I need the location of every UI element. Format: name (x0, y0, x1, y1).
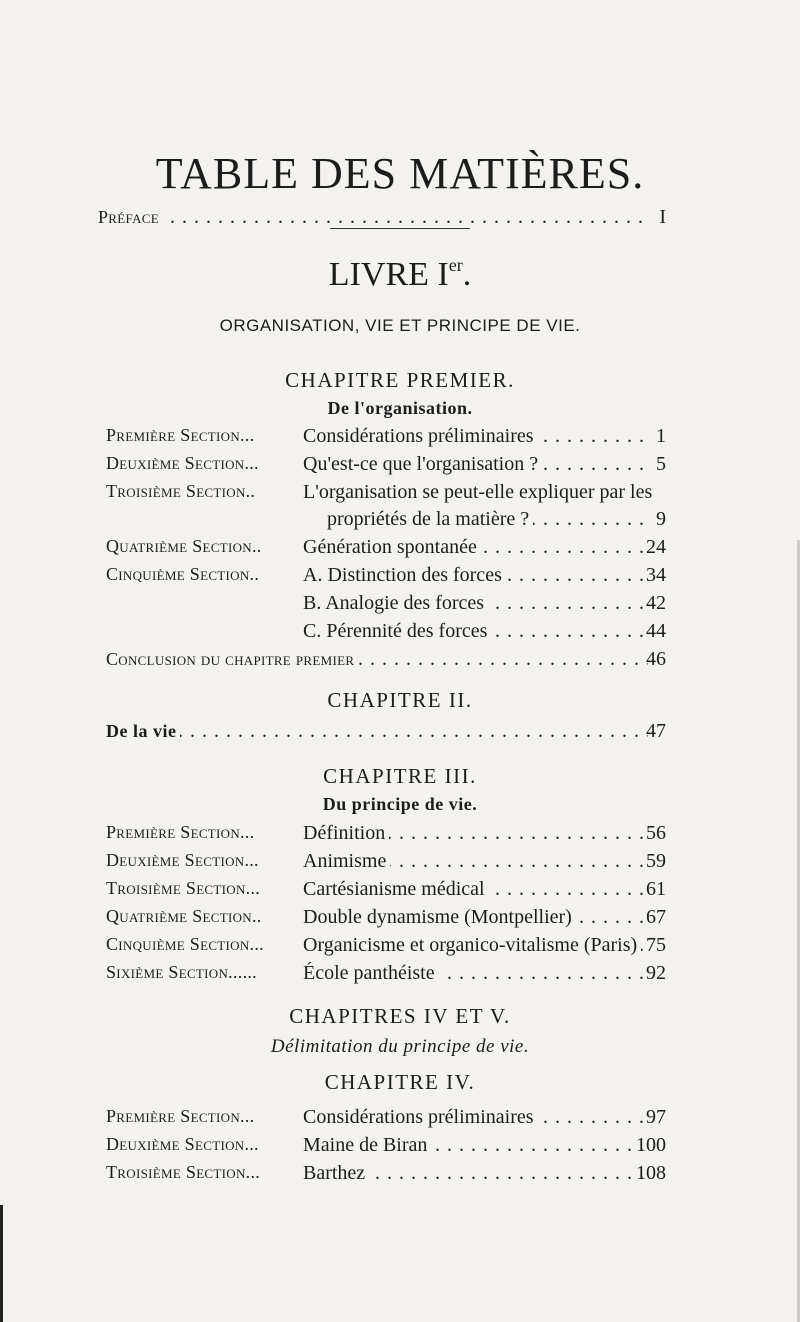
chapter3-subtitle: Du principe de vie. (322, 794, 478, 814)
toc-row (0, 564, 800, 590)
toc-row (0, 878, 800, 904)
livre-heading (0, 255, 800, 294)
section-title: L'organisation se peut-elle expliquer par les (303, 481, 653, 503)
section-page: 1 (656, 425, 666, 447)
chapter4-heading: CHAPITRE IV. (324, 1070, 476, 1094)
chapter2-heading: CHAPITRE II. (327, 688, 473, 712)
section-page: 24 (646, 536, 666, 558)
section-page: 42 (646, 592, 666, 614)
binding-edge (0, 1205, 3, 1322)
chapters45-heading: CHAPITRES IV ET V. (289, 1004, 511, 1028)
section-label: Sixième Section...... (106, 962, 257, 982)
section-page: 92 (646, 962, 666, 984)
chapter1-heading: CHAPITRE PREMIER. (285, 368, 515, 392)
section-label: Troisième Section.. (106, 481, 256, 501)
toc-row (0, 453, 800, 479)
section-label: Quatrième Section.. (106, 536, 262, 556)
section-page: 67 (646, 906, 666, 928)
section-title: Maine de Biran (303, 1134, 431, 1156)
section-page: 75 (646, 934, 666, 956)
toc-row (0, 536, 800, 562)
toc-row (0, 508, 800, 534)
conclusion-page: 46 (646, 648, 666, 670)
section-page: 61 (646, 878, 666, 900)
toc-row (0, 822, 800, 848)
section-label: Quatrième Section.. (106, 906, 262, 926)
section-title: B. Analogie des forces (303, 592, 488, 614)
section-page: 44 (646, 620, 666, 642)
section-page: 108 (636, 1162, 666, 1184)
section-label: Première Section... (106, 1106, 255, 1126)
section-page: 100 (636, 1134, 666, 1156)
chapter2-title: De la vie (106, 721, 180, 741)
toc-row (0, 906, 800, 932)
page-title: TABLE DES MATIÈRES. (155, 149, 645, 198)
section-title: Génération spontanée (303, 536, 481, 558)
section-label: Deuxième Section... (106, 850, 259, 870)
toc-row (0, 934, 800, 960)
section-title: Barthez (303, 1162, 369, 1184)
section-label: Deuxième Section... (106, 453, 259, 473)
section-page: 5 (656, 453, 666, 475)
toc-row (0, 1134, 800, 1160)
section-title: Cartésianisme médical (303, 878, 489, 900)
toc-row (0, 1162, 800, 1188)
section-title: C. Pérennité des forces (303, 620, 491, 642)
toc-row (0, 1106, 800, 1132)
section-page: 56 (646, 822, 666, 844)
section-title: Animisme (303, 850, 390, 872)
section-label: Cinquième Section... (106, 934, 264, 954)
section-label: Première Section... (106, 822, 255, 842)
toc-row (0, 425, 800, 451)
section-label: Deuxième Section... (106, 1134, 259, 1154)
section-title: Considérations préliminaires (303, 425, 538, 447)
chapters45-subtitle: Délimitation du principe de vie. (270, 1036, 530, 1057)
section-label: Première Section... (106, 425, 255, 445)
chapter2-page: 47 (646, 720, 666, 742)
section-page: 34 (646, 564, 666, 586)
livre-title: LIVRE I (328, 256, 449, 293)
section-title: Organicisme et organico-vitalisme (Paris) (303, 934, 641, 956)
section-title: A. Distinction des forces (303, 564, 506, 586)
toc-row (0, 850, 800, 876)
toc-row-preface (0, 206, 800, 232)
toc-row-conclusion (0, 648, 800, 674)
toc-row (0, 592, 800, 618)
section-title: propriétés de la matière ? (327, 508, 533, 530)
toc-row-chapter2 (0, 720, 800, 746)
chapter3-heading: CHAPITRE III. (323, 764, 477, 788)
section-label: Cinquième Section.. (106, 564, 260, 584)
preface-label: Préface (98, 207, 163, 227)
toc-row (0, 481, 800, 507)
toc-row (0, 962, 800, 988)
section-title: Définition (303, 822, 389, 844)
livre-sup: er (448, 255, 463, 275)
section-title: Double dynamisme (Montpellier) (303, 906, 576, 928)
part-title: ORGANISATION, VIE ET PRINCIPE DE VIE. (219, 316, 581, 335)
preface-page: I (659, 206, 666, 228)
section-page: 9 (656, 508, 666, 530)
toc-row (0, 620, 800, 646)
section-page: 59 (646, 850, 666, 872)
section-label: Troisième Section... (106, 878, 261, 898)
section-title: École panthéiste (303, 962, 439, 984)
chapter1-subtitle: De l'organisation. (327, 398, 473, 418)
livre-suffix: . (462, 256, 472, 293)
section-title: Qu'est-ce que l'organisation ? (303, 453, 542, 475)
section-title: Considérations préliminaires (303, 1106, 538, 1128)
conclusion-title: Conclusion du chapitre premier (106, 649, 358, 669)
section-label: Troisième Section... (106, 1162, 261, 1182)
section-page: 97 (646, 1106, 666, 1128)
